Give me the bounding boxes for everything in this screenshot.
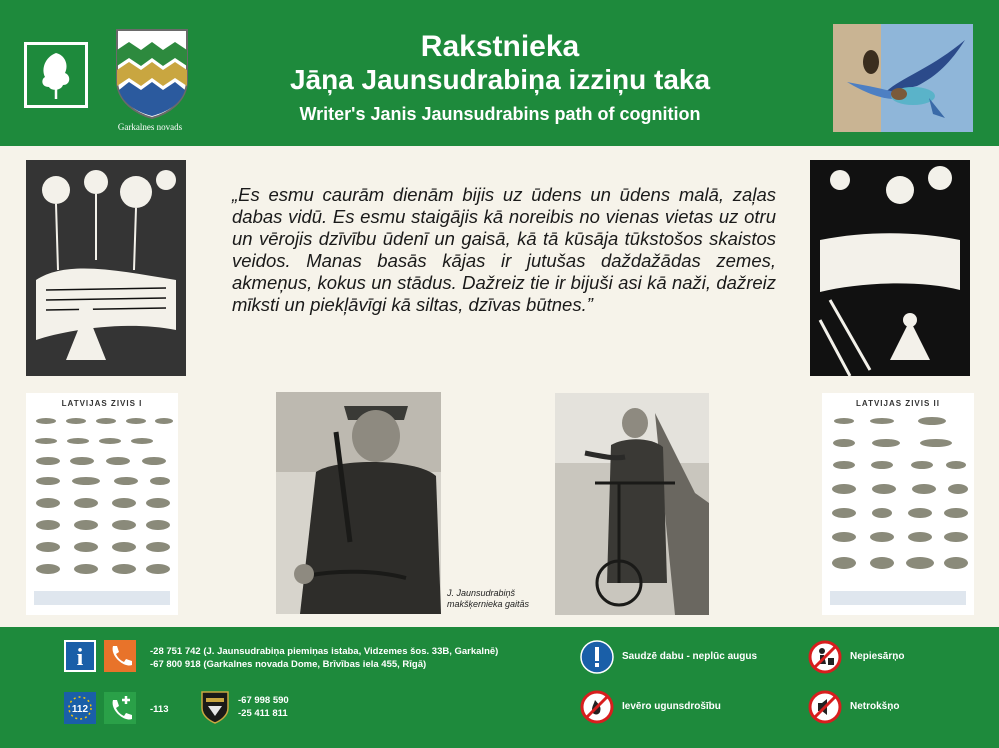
contact-line-1: -28 751 742 (J. Jaunsudrabiņa piemiņas istaba, Vidzemes šos. 33B, Garkalnē) — [150, 646, 499, 657]
warning-exclamation-icon — [580, 640, 614, 674]
author-quote: „Es esmu caurām dienām bijis uz ūdens un ūdens malā, zaļas dabas vidū. Es esmu staigājis kā noreibis no vienas vietas uz otru un vērojis dzīvību ūdenī un gaisā, kā tā kūsāja tūkstošos skaistos veidos. Manas basās kājas ir jutušas daždažādas zemes, akmeņus, kokus un stādus. Dažreiz tie ir bijuši asi kā naži, dažreiz mīksti un piekļāvīgi kā siltas, dzīvas būtnes.” — [232, 184, 776, 315]
footer-banner — [0, 627, 999, 748]
woodcut-right — [810, 160, 970, 376]
police-badge-icon — [200, 690, 230, 724]
svg-text:i: i — [76, 645, 84, 671]
header-banner — [0, 0, 999, 146]
page-title-line1: Rakstnieka — [420, 30, 580, 63]
phone-icon — [104, 640, 136, 672]
rule-fire-safety: Ievēro ugunsdrošību — [622, 701, 721, 712]
fish-poster-left-title: LATVIJAS ZIVIS I — [61, 399, 143, 408]
photo-with-bicycle — [555, 393, 709, 615]
coat-of-arms-label: Garkalnes novads — [117, 122, 183, 132]
fish-poster-right — [822, 393, 974, 615]
fish-poster-left — [26, 393, 178, 615]
leaf-icon — [27, 45, 85, 105]
photo-caption-desc: makšķernieka gaitās — [447, 599, 530, 609]
info-icon — [64, 640, 96, 672]
rule-no-noise: Netrokšņo — [850, 701, 900, 712]
roller-bird-photo — [833, 24, 973, 132]
page-subtitle: Writer's Janis Jaunsudrabins path of cognition — [299, 104, 701, 124]
police-number-1: -67 998 590 — [238, 695, 289, 706]
woodcut-left — [26, 160, 186, 376]
photo-caption — [447, 588, 557, 610]
fish-poster-right-title: LATVIJAS ZIVIS II — [856, 399, 940, 408]
fish-grid-right — [822, 393, 974, 615]
phone-plus-icon — [104, 692, 136, 724]
leaf-logo — [24, 42, 88, 108]
no-littering-icon — [808, 640, 842, 674]
fish-grid-left — [26, 393, 178, 615]
no-noise-icon — [808, 690, 842, 724]
rule-no-litter: Nepiesārņo — [850, 651, 905, 662]
police-number-2: -25 411 811 — [238, 708, 288, 719]
emergency-112-icon — [64, 692, 96, 724]
emergency-number: -113 — [150, 704, 169, 715]
page-title-line2: Jāņa Jaunsudrabiņa izziņu taka — [289, 64, 711, 95]
rule-protect-nature: Saudzē dabu - neplūc augus — [622, 651, 758, 662]
photo-fisherman — [276, 392, 441, 614]
photo-caption-name: J. Jaunsudrabiņš — [447, 588, 516, 598]
contact-line-2: -67 800 918 (Garkalnes novada Dome, Brīvības iela 455, Rīgā) — [150, 659, 427, 670]
emergency-badge-text: 112 — [71, 704, 89, 715]
no-fire-icon — [580, 690, 614, 724]
coat-of-arms-icon — [115, 28, 189, 120]
